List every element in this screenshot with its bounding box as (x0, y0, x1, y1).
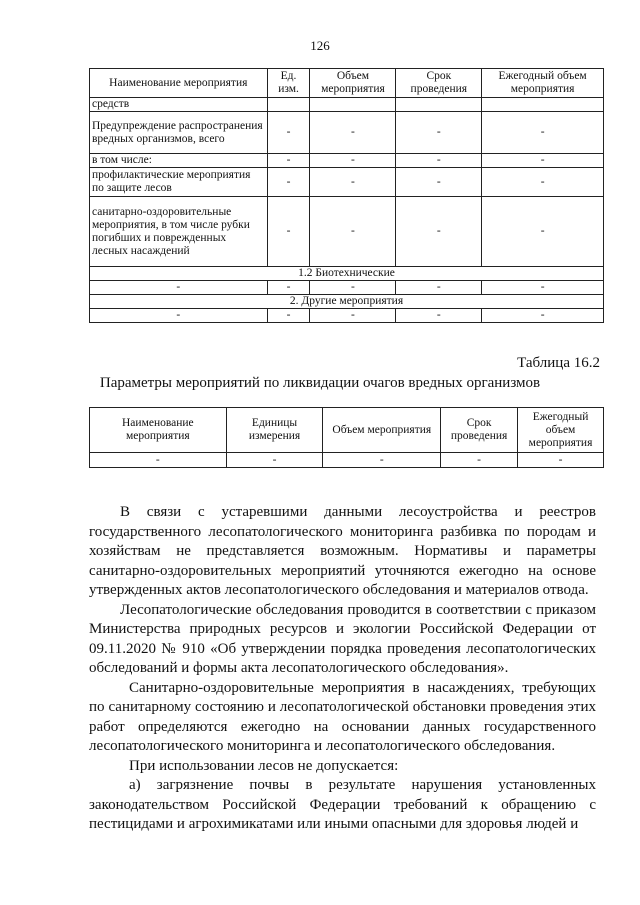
header-unit: Единицы измерения (226, 408, 323, 453)
table-cell: - (267, 112, 310, 154)
table-row (90, 168, 604, 197)
table-cell: - (482, 281, 604, 295)
table-cell: - (482, 309, 604, 323)
row-name: Предупреждение распространения вредных организмов, всего (90, 112, 268, 154)
table-header-row (90, 69, 604, 98)
header-term: Срок проведения (396, 69, 482, 98)
table-title: Параметры мероприятий по ликвидации очагов вредных организмов (99, 375, 541, 391)
table-row (90, 112, 604, 154)
table-cell: - (323, 453, 441, 468)
table-cell: - (482, 112, 604, 154)
continued-cell: средств (90, 98, 268, 112)
table-cell: - (396, 281, 482, 295)
paragraph: а) загрязнение почвы в результате нарушения установленных законодательством Российской Федерации требований к обращению с пестицидами и агрохимикатами или иными опасными для здоровья людей и (89, 777, 596, 832)
table-cell: - (310, 197, 396, 267)
table-cell: - (482, 154, 604, 168)
row-name: профилактические мероприятия по защите лесов (90, 168, 268, 197)
table-cell: - (310, 281, 396, 295)
header-name: Наименование мероприятия (90, 408, 227, 453)
section-row-bio (90, 267, 604, 281)
table-cell: - (90, 309, 268, 323)
page-number: 126 (310, 38, 330, 53)
paragraph: Санитарно-оздоровительные мероприятия в насаждениях, требующих по санитарному состоянию и лесопатологической обстановки проведения этих работ определяются ежегодно на основании данных государственного лесопатологического мониторинга и лесопатологического обследования. (89, 679, 596, 754)
table-cell: - (482, 168, 604, 197)
table-row (90, 98, 604, 112)
table-cell: - (267, 281, 310, 295)
table-cell: - (310, 309, 396, 323)
row-name: санитарно-оздоровительные мероприятия, в том числе рубки погибших и поврежденных лесных насаждений (90, 197, 268, 267)
table-measures-continued (89, 68, 604, 323)
table-cell: - (267, 197, 310, 267)
section-title-bio: 1.2 Биотехнические (90, 267, 604, 281)
table-cell: - (90, 281, 268, 295)
table-cell: - (267, 154, 310, 168)
table-cell: - (267, 168, 310, 197)
table-cell: - (310, 168, 396, 197)
paragraph: В связи с устаревшими данными лесоустройства и реестров государственного лесопатологического мониторинга разбивка по породам и хозяйствам не представляется возможным. Нормативы и параметры санитарно-оздоровительных мероприятий уточняются ежегодно на основе утвержденных актов лесопатологического обследования и материалов отвода. (89, 504, 596, 598)
body-text (89, 503, 596, 835)
header-unit: Ед. изм. (267, 69, 310, 98)
table-row (90, 197, 604, 267)
row-name: в том числе: (90, 154, 268, 168)
header-annual: Ежегодный объем мероприятия (482, 69, 604, 98)
table-row (90, 281, 604, 295)
table-cell: - (90, 453, 227, 468)
header-volume: Объем мероприятия (323, 408, 441, 453)
table-cell: - (396, 197, 482, 267)
table-cell: - (518, 453, 604, 468)
header-volume: Объем мероприятия (310, 69, 396, 98)
table-cell: - (310, 154, 396, 168)
table-cell: - (226, 453, 323, 468)
table-cell: - (396, 154, 482, 168)
paragraph: Лесопатологические обследования проводится в соответствии с приказом Министерства природных ресурсов и экологии Российской Федерации от 09.11.2020 № 910 «Об утверждении порядка проведения лесопатологических обследований и формы акта лесопатологического обследования». (89, 601, 596, 676)
header-term: Срок проведения (441, 408, 518, 453)
section-row-other (90, 295, 604, 309)
table-label: Таблица 16.2 (517, 355, 600, 371)
header-annual: Ежегодный объем мероприятия (518, 408, 604, 453)
table-header-row (90, 408, 604, 453)
table-row (90, 154, 604, 168)
table-row (90, 453, 604, 468)
header-name: Наименование мероприятия (90, 69, 268, 98)
table-cell: - (441, 453, 518, 468)
table-cell: - (396, 168, 482, 197)
table-cell: - (396, 309, 482, 323)
table-cell: - (396, 112, 482, 154)
section-title-other: 2. Другие мероприятия (90, 295, 604, 309)
table-cell: - (267, 309, 310, 323)
paragraph: При использовании лесов не допускается: (129, 757, 399, 774)
table-cell: - (310, 112, 396, 154)
table-row (90, 309, 604, 323)
table-parameters (89, 407, 604, 468)
table-cell: - (482, 197, 604, 267)
